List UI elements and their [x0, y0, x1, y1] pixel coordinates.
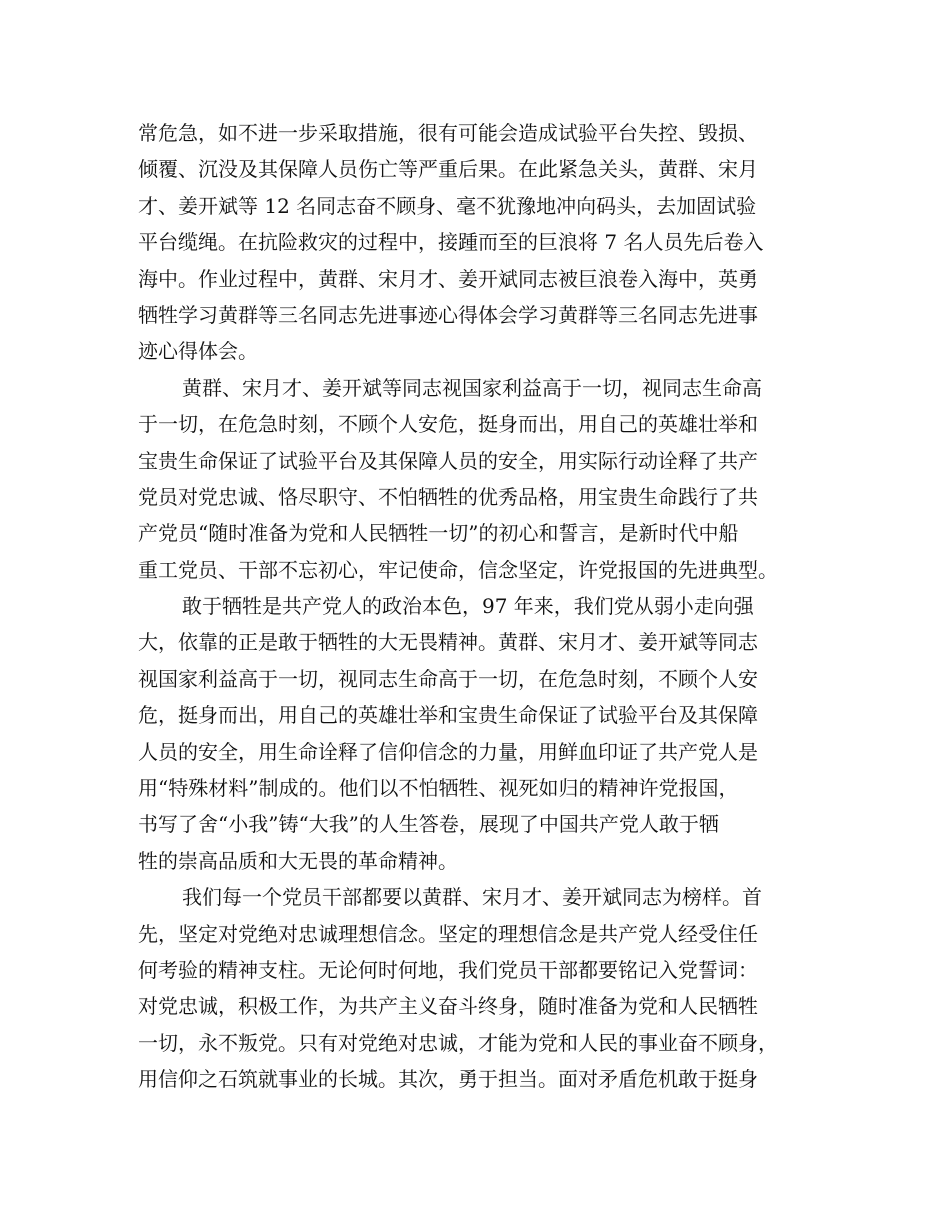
- text-line: 人员的安全，用生命诠释了信仰信念的力量，用鲜血印证了共产党人是: [138, 739, 758, 764]
- text-line: 大，依靠的正是敢于牺牲的大无畏精神。黄群、宋月才、姜开斌等同志: [138, 630, 758, 655]
- text-line: 牺牲学习黄群等三名同志先进事迹心得体会学习黄群等三名同志先进事: [138, 302, 758, 327]
- text-line: 对党忠诚，积极工作，为共产主义奋斗终身，随时准备为党和人民牺牲: [138, 994, 758, 1019]
- text-line: 一切，永不叛党。只有对党绝对忠诚，才能为党和人民的事业奋不顾身，: [138, 1030, 778, 1055]
- paragraph-first-line: 我们每一个党员干部都要以黄群、宋月才、姜开斌同志为榜样。首: [182, 885, 762, 910]
- text-line: 重工党员、干部不忘初心，牢记使命，信念坚定，许党报国的先进典型。: [138, 557, 778, 582]
- text-line: 视国家利益高于一切，视同志生命高于一切，在危急时刻，不顾个人安: [138, 666, 758, 691]
- text-line: 宝贵生命保证了试验平台及其保障人员的安全，用实际行动诠释了共产: [138, 448, 758, 473]
- text-line: 何考验的精神支柱。无论何时何地，我们党员干部都要铭记入党誓词：: [138, 957, 758, 982]
- text-line: 危，挺身而出，用自己的英雄壮举和宝贵生命保证了试验平台及其保障: [138, 703, 758, 728]
- text-line: 书写了舍“小我”铸“大我”的人生答卷，展现了中国共产党人敢于牺: [138, 812, 719, 837]
- text-line: 党员对党忠诚、恪尽职守、不怕牺牲的优秀品格，用宝贵生命践行了共: [138, 484, 758, 509]
- text-line: 平台缆绳。在抗险救灾的过程中，接踵而至的巨浪将 7 名人员先后卷入: [138, 230, 764, 255]
- text-line: 产党员“随时准备为党和人民牺牲一切”的初心和誓言，是新时代中船: [138, 521, 739, 546]
- text-line: 用“特殊材料”制成的。他们以不怕牺牲、视死如归的精神许党报国，: [138, 776, 739, 801]
- text-line: 用信仰之石筑就事业的长城。其次，勇于担当。面对矛盾危机敢于挺身: [138, 1067, 758, 1092]
- text-line: 才、姜开斌等 12 名同志奋不顾身、毫不犹豫地冲向码头，去加固试验: [138, 193, 757, 218]
- text-line: 牲的崇高品质和大无畏的革命精神。: [138, 848, 458, 873]
- text-line: 倾覆、沉没及其保障人员伤亡等严重后果。在此紧急关头，黄群、宋月: [138, 157, 758, 182]
- text-line: 常危急，如不进一步采取措施，很有可能会造成试验平台失控、毁损、: [138, 121, 758, 145]
- text-line: 海中。作业过程中，黄群、宋月才、姜开斌同志被巨浪卷入海中，英勇: [138, 266, 758, 291]
- text-line: 迹心得体会。: [138, 339, 258, 364]
- paragraph-first-line: 黄群、宋月才、姜开斌等同志视国家利益高于一切，视同志生命高: [182, 375, 762, 400]
- paragraph-first-line: 敢于牺牲是共产党人的政治本色，97 年来，我们党从弱小走向强: [182, 594, 754, 619]
- text-line: 先，坚定对党绝对忠诚理想信念。坚定的理想信念是共产党人经受住任: [138, 921, 758, 946]
- document-body: [138, 115, 830, 1098]
- text-line: 于一切，在危急时刻，不顾个人安危，挺身而出，用自己的英雄壮举和: [138, 412, 758, 437]
